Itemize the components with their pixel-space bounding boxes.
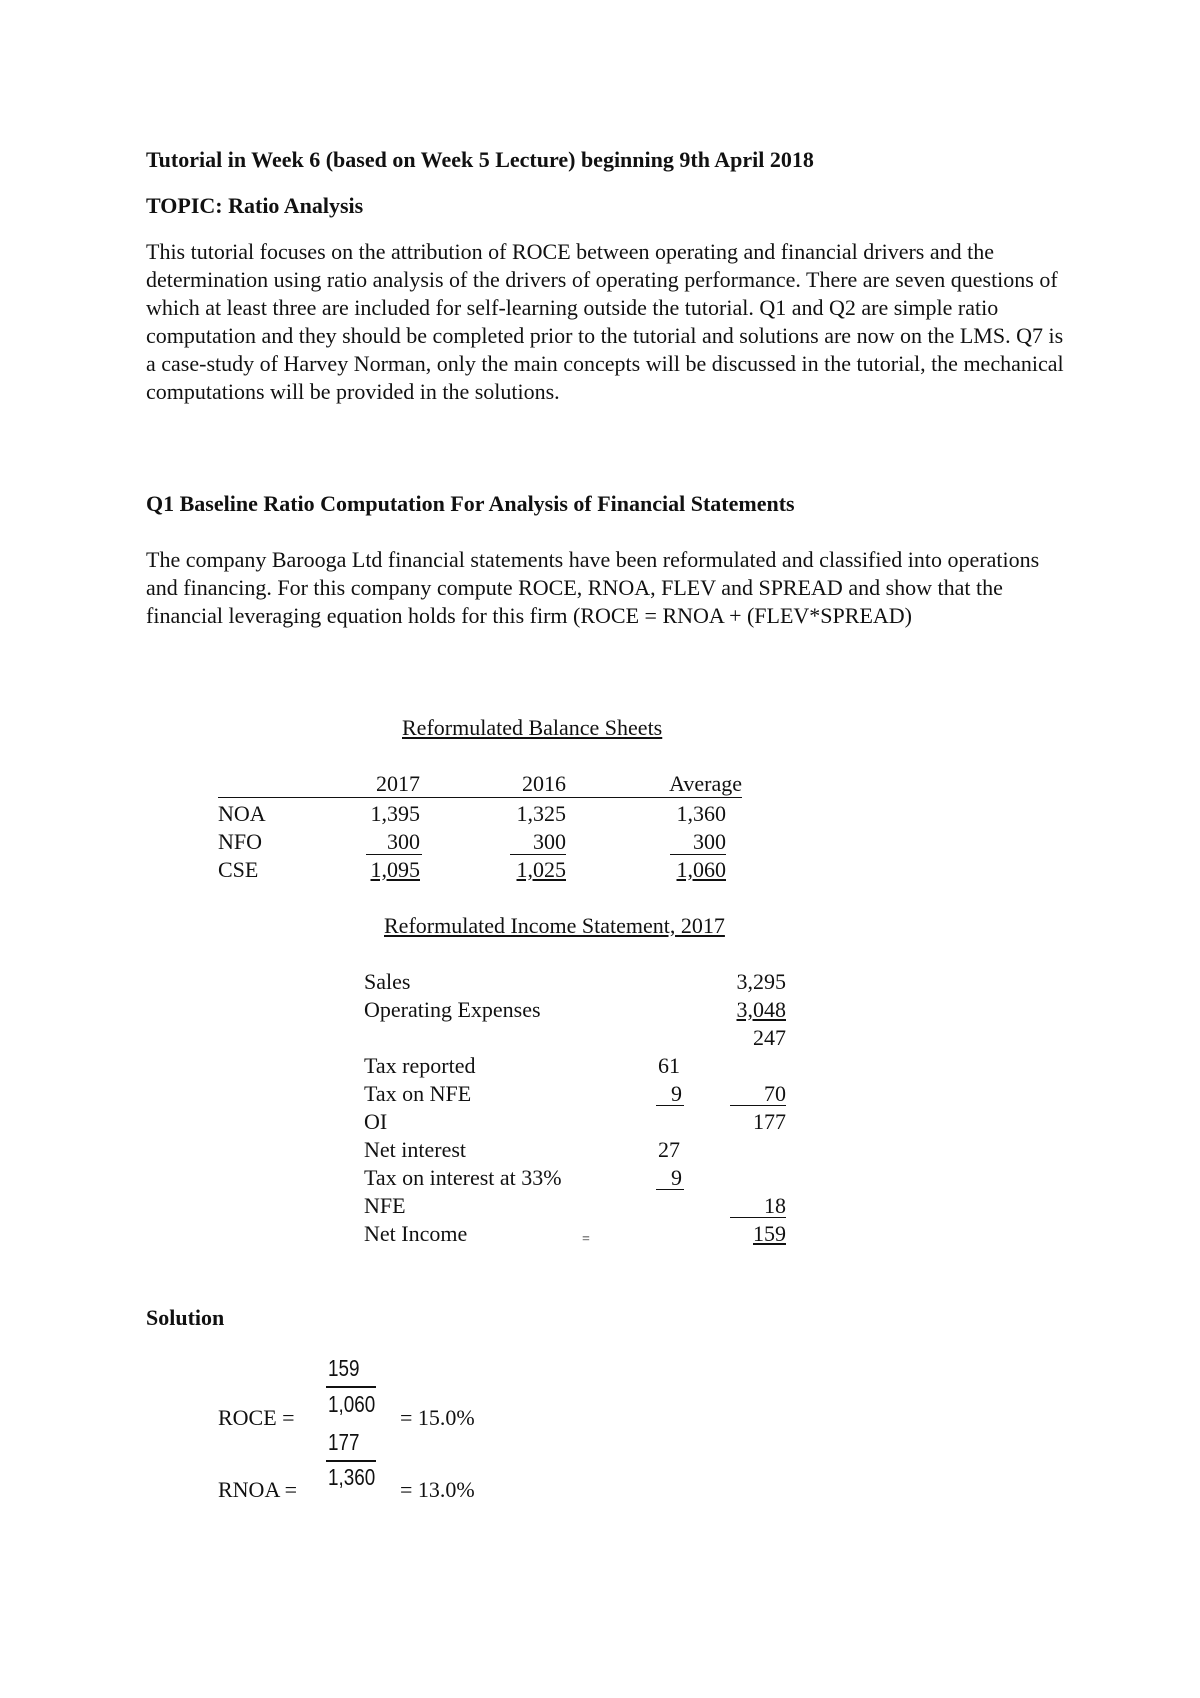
roce-fraction-bar [326, 1386, 376, 1388]
bs-cell: 1,095 [370, 857, 420, 882]
is-mid-value: 61 [658, 1053, 680, 1078]
bs-cell: 1,360 [676, 801, 726, 826]
bs-subtotal-rule [670, 854, 726, 855]
is-row-label: NFE [364, 1193, 406, 1218]
rnoa-fraction-bar [326, 1460, 376, 1462]
is-row-label: OI [364, 1109, 388, 1134]
rnoa-label: RNOA = [218, 1477, 298, 1502]
stray-mark: = [582, 1232, 590, 1247]
is-right-value: 3,048 [736, 997, 786, 1022]
is-right-value: 177 [753, 1109, 786, 1134]
is-subtotal-rule [656, 1105, 684, 1106]
bs-row-label: CSE [218, 857, 259, 882]
bs-cell: 1,025 [516, 857, 566, 882]
is-right-value: 70 [764, 1081, 786, 1106]
roce-result: = 15.0% [400, 1405, 475, 1430]
bs-cell: 1,060 [676, 857, 726, 882]
is-subtotal-rule [730, 1105, 786, 1106]
is-mid-value: 9 [671, 1081, 682, 1106]
is-right-value: 159 [753, 1221, 786, 1246]
bs-cell: 300 [693, 829, 726, 854]
rnoa-result: = 13.0% [400, 1477, 475, 1502]
is-subtotal-rule [656, 1189, 684, 1190]
is-mid-value: 9 [671, 1165, 682, 1190]
bs-col-header: 2016 [522, 771, 566, 796]
page-title: Tutorial in Week 6 (based on Week 5 Lecture) beginning 9th April 2018 [146, 147, 814, 172]
is-row-label: Tax reported [364, 1053, 476, 1078]
is-mid-value: 27 [658, 1137, 680, 1162]
bs-header-rule [218, 797, 742, 798]
roce-denominator: 1,060 [328, 1391, 376, 1417]
rnoa-numerator: 177 [328, 1429, 360, 1455]
bs-cell: 300 [533, 829, 566, 854]
balance-sheet-title: Reformulated Balance Sheets [402, 715, 663, 740]
is-row-label: Sales [364, 969, 411, 994]
is-row-label: Tax on NFE [364, 1081, 472, 1106]
bs-col-header: Average [669, 771, 742, 796]
is-row-label: Tax on interest at 33% [364, 1165, 562, 1190]
rnoa-denominator: 1,360 [328, 1464, 376, 1490]
solution-heading: Solution [146, 1305, 225, 1330]
bs-subtotal-rule [510, 854, 566, 855]
bs-row-label: NFO [218, 829, 263, 854]
bs-subtotal-rule [366, 854, 422, 855]
bs-col-header: 2017 [376, 771, 420, 796]
bs-cell: 1,325 [516, 801, 566, 826]
is-row-label: Net interest [364, 1137, 467, 1162]
is-row-label: Operating Expenses [364, 997, 541, 1022]
bs-row-label: NOA [218, 801, 266, 826]
roce-label: ROCE = [218, 1405, 295, 1430]
intro-paragraph: This tutorial focuses on the attribution of ROCE between operating and financial drivers and the determination using ratio analysis of the drivers of operating performance. There are seven questions of which at least three are included for self-learning outside the tutorial. Q1 and Q2 are simple ratio computation and they should be completed prior to the tutorial and solutions are now on the LMS. Q7 is a case-study of Harvey Norman, only the main concepts will be discussed in the tutorial, the mechanical computations will be provided in the solutions. [146, 239, 1064, 404]
q1-text: The company Barooga Ltd financial statements have been reformulated and classified into operations and financing. For this company compute ROCE, RNOA, FLEV and SPREAD and show that the financial leveraging equation holds for this firm (ROCE = RNOA + (FLEV*SPREAD) [146, 547, 1040, 628]
income-statement-title: Reformulated Income Statement, 2017 [384, 913, 725, 938]
is-right-value: 247 [753, 1025, 786, 1050]
is-right-value: 18 [764, 1193, 786, 1218]
bs-cell: 300 [387, 829, 420, 854]
q1-heading: Q1 Baseline Ratio Computation For Analysis of Financial Statements [146, 491, 795, 516]
is-subtotal-rule [730, 1217, 786, 1218]
bs-cell: 1,395 [370, 801, 420, 826]
is-right-value: 3,295 [736, 969, 786, 994]
is-row-label: Net Income [364, 1221, 468, 1246]
roce-numerator: 159 [328, 1355, 360, 1381]
topic-heading: TOPIC: Ratio Analysis [146, 193, 364, 218]
